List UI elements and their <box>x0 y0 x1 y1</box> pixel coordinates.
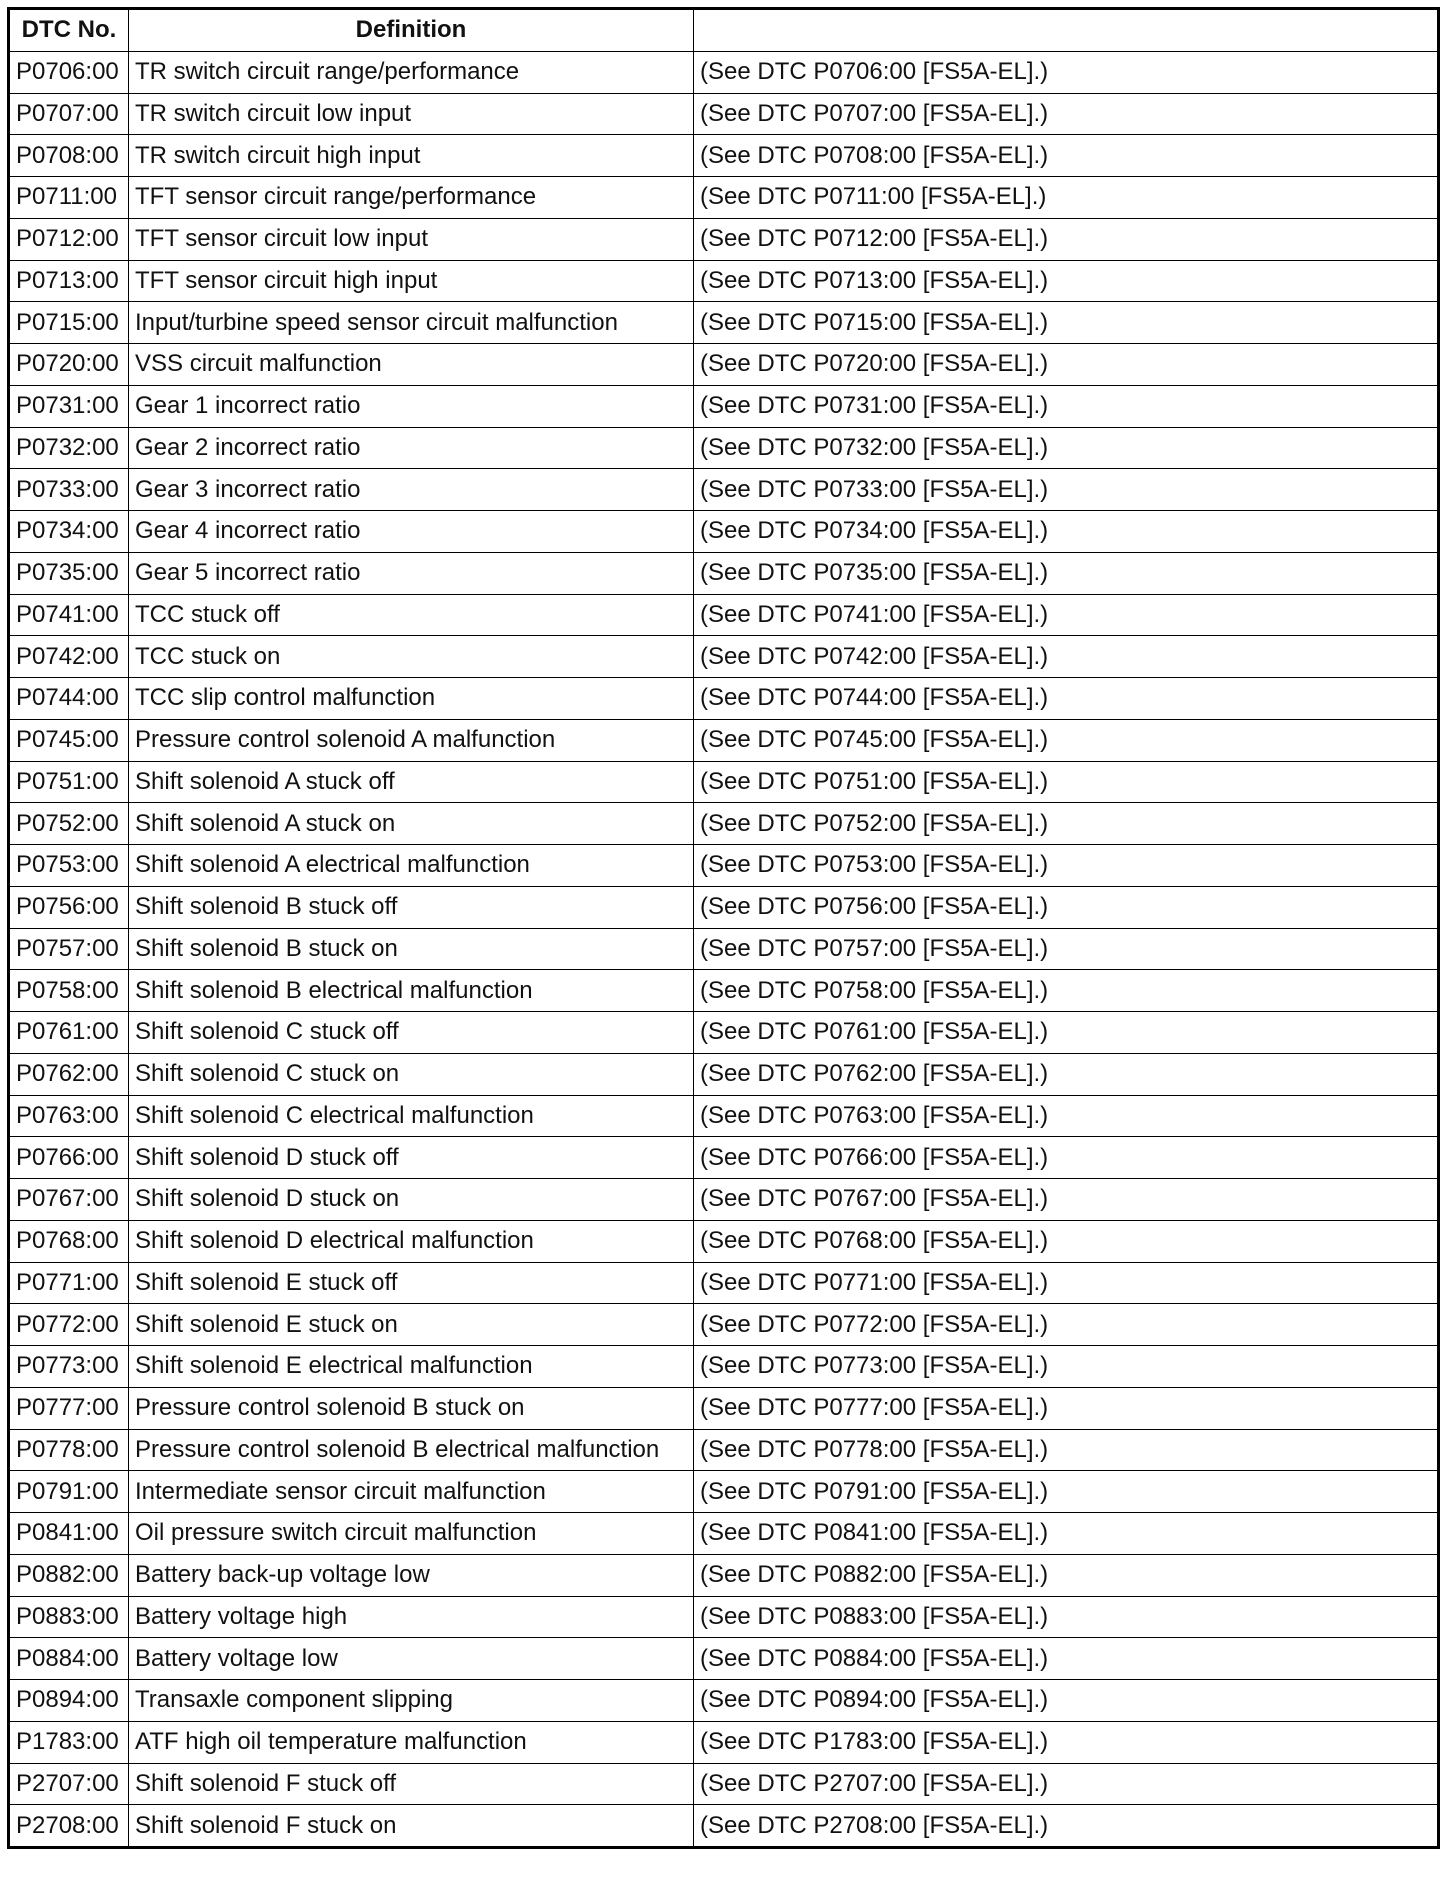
definition-cell: Battery back-up voltage low <box>129 1554 694 1596</box>
table-row <box>9 1805 1439 1848</box>
reference-cell: (See DTC P0841:00 [FS5A-EL].) <box>694 1513 1439 1555</box>
table-row <box>9 678 1439 720</box>
definition-cell: Shift solenoid E stuck off <box>129 1262 694 1304</box>
dtc-code-cell: P2708:00 <box>9 1805 129 1848</box>
table-row <box>9 177 1439 219</box>
table-row <box>9 928 1439 970</box>
table-row <box>9 1304 1439 1346</box>
dtc-code-cell: P0768:00 <box>9 1220 129 1262</box>
dtc-code-cell: P0773:00 <box>9 1346 129 1388</box>
table-row <box>9 93 1439 135</box>
header-definition: Definition <box>129 9 694 52</box>
table-row <box>9 594 1439 636</box>
reference-cell: (See DTC P0773:00 [FS5A-EL].) <box>694 1346 1439 1388</box>
table-row <box>9 1471 1439 1513</box>
reference-cell: (See DTC P1783:00 [FS5A-EL].) <box>694 1721 1439 1763</box>
table-row <box>9 511 1439 553</box>
definition-cell: Gear 4 incorrect ratio <box>129 511 694 553</box>
reference-cell: (See DTC P0731:00 [FS5A-EL].) <box>694 385 1439 427</box>
table-row <box>9 385 1439 427</box>
dtc-code-cell: P0706:00 <box>9 51 129 93</box>
definition-cell: Pressure control solenoid A malfunction <box>129 719 694 761</box>
dtc-code-cell: P0791:00 <box>9 1471 129 1513</box>
dtc-code-cell: P0841:00 <box>9 1513 129 1555</box>
dtc-table <box>7 7 1440 1849</box>
reference-cell: (See DTC P0883:00 [FS5A-EL].) <box>694 1596 1439 1638</box>
reference-cell: (See DTC P0712:00 [FS5A-EL].) <box>694 218 1439 260</box>
definition-cell: Transaxle component slipping <box>129 1680 694 1722</box>
definition-cell: Shift solenoid C stuck on <box>129 1053 694 1095</box>
reference-cell: (See DTC P0741:00 [FS5A-EL].) <box>694 594 1439 636</box>
table-row <box>9 1554 1439 1596</box>
definition-cell: Intermediate sensor circuit malfunction <box>129 1471 694 1513</box>
reference-cell: (See DTC P0744:00 [FS5A-EL].) <box>694 678 1439 720</box>
definition-cell: VSS circuit malfunction <box>129 344 694 386</box>
header-dtc-no: DTC No. <box>9 9 129 52</box>
dtc-code-cell: P0741:00 <box>9 594 129 636</box>
definition-cell: TR switch circuit high input <box>129 135 694 177</box>
table-row <box>9 1513 1439 1555</box>
dtc-code-cell: P1783:00 <box>9 1721 129 1763</box>
table-row <box>9 1012 1439 1054</box>
dtc-code-cell: P0715:00 <box>9 302 129 344</box>
reference-cell: (See DTC P0735:00 [FS5A-EL].) <box>694 552 1439 594</box>
table-row <box>9 1429 1439 1471</box>
dtc-code-cell: P0756:00 <box>9 886 129 928</box>
reference-cell: (See DTC P0742:00 [FS5A-EL].) <box>694 636 1439 678</box>
definition-cell: Shift solenoid B stuck off <box>129 886 694 928</box>
reference-cell: (See DTC P0768:00 [FS5A-EL].) <box>694 1220 1439 1262</box>
definition-cell: Shift solenoid D stuck off <box>129 1137 694 1179</box>
dtc-code-cell: P0711:00 <box>9 177 129 219</box>
reference-cell: (See DTC P0708:00 [FS5A-EL].) <box>694 135 1439 177</box>
reference-cell: (See DTC P0706:00 [FS5A-EL].) <box>694 51 1439 93</box>
table-row <box>9 1179 1439 1221</box>
definition-cell: Shift solenoid A stuck on <box>129 803 694 845</box>
dtc-code-cell: P0735:00 <box>9 552 129 594</box>
dtc-code-cell: P0778:00 <box>9 1429 129 1471</box>
definition-cell: ATF high oil temperature malfunction <box>129 1721 694 1763</box>
definition-cell: Shift solenoid C stuck off <box>129 1012 694 1054</box>
table-row <box>9 1721 1439 1763</box>
table-row <box>9 761 1439 803</box>
definition-cell: Battery voltage low <box>129 1638 694 1680</box>
reference-cell: (See DTC P0763:00 [FS5A-EL].) <box>694 1095 1439 1137</box>
header-row <box>9 9 1439 52</box>
definition-cell: Gear 5 incorrect ratio <box>129 552 694 594</box>
definition-cell: Shift solenoid E electrical malfunction <box>129 1346 694 1388</box>
table-row <box>9 427 1439 469</box>
definition-cell: TCC slip control malfunction <box>129 678 694 720</box>
dtc-code-cell: P0734:00 <box>9 511 129 553</box>
dtc-code-cell: P0732:00 <box>9 427 129 469</box>
dtc-code-cell: P0712:00 <box>9 218 129 260</box>
reference-cell: (See DTC P0734:00 [FS5A-EL].) <box>694 511 1439 553</box>
definition-cell: Gear 2 incorrect ratio <box>129 427 694 469</box>
dtc-code-cell: P0761:00 <box>9 1012 129 1054</box>
table-row <box>9 260 1439 302</box>
table-row <box>9 552 1439 594</box>
reference-cell: (See DTC P0732:00 [FS5A-EL].) <box>694 427 1439 469</box>
definition-cell: Shift solenoid E stuck on <box>129 1304 694 1346</box>
table-row <box>9 218 1439 260</box>
reference-cell: (See DTC P0751:00 [FS5A-EL].) <box>694 761 1439 803</box>
table-row <box>9 970 1439 1012</box>
definition-cell: TR switch circuit low input <box>129 93 694 135</box>
reference-cell: (See DTC P0756:00 [FS5A-EL].) <box>694 886 1439 928</box>
table-row <box>9 1137 1439 1179</box>
dtc-code-cell: P2707:00 <box>9 1763 129 1805</box>
dtc-code-cell: P0777:00 <box>9 1387 129 1429</box>
table-row <box>9 344 1439 386</box>
table-row <box>9 1053 1439 1095</box>
table-row <box>9 845 1439 887</box>
reference-cell: (See DTC P0707:00 [FS5A-EL].) <box>694 93 1439 135</box>
reference-cell: (See DTC P0745:00 [FS5A-EL].) <box>694 719 1439 761</box>
definition-cell: TCC stuck off <box>129 594 694 636</box>
dtc-code-cell: P0882:00 <box>9 1554 129 1596</box>
dtc-code-cell: P0894:00 <box>9 1680 129 1722</box>
table-row <box>9 469 1439 511</box>
definition-cell: Shift solenoid A stuck off <box>129 761 694 803</box>
reference-cell: (See DTC P2707:00 [FS5A-EL].) <box>694 1763 1439 1805</box>
table-row <box>9 719 1439 761</box>
reference-cell: (See DTC P0720:00 [FS5A-EL].) <box>694 344 1439 386</box>
reference-cell: (See DTC P0791:00 [FS5A-EL].) <box>694 1471 1439 1513</box>
dtc-code-cell: P0713:00 <box>9 260 129 302</box>
reference-cell: (See DTC P0771:00 [FS5A-EL].) <box>694 1262 1439 1304</box>
definition-cell: Shift solenoid C electrical malfunction <box>129 1095 694 1137</box>
table-row <box>9 1262 1439 1304</box>
reference-cell: (See DTC P0777:00 [FS5A-EL].) <box>694 1387 1439 1429</box>
definition-cell: Pressure control solenoid B electrical malfunction <box>129 1429 694 1471</box>
dtc-code-cell: P0745:00 <box>9 719 129 761</box>
reference-cell: (See DTC P0753:00 [FS5A-EL].) <box>694 845 1439 887</box>
definition-cell: Shift solenoid B electrical malfunction <box>129 970 694 1012</box>
dtc-code-cell: P0883:00 <box>9 1596 129 1638</box>
definition-cell: TR switch circuit range/performance <box>129 51 694 93</box>
reference-cell: (See DTC P0894:00 [FS5A-EL].) <box>694 1680 1439 1722</box>
table-row <box>9 1346 1439 1388</box>
reference-cell: (See DTC P0882:00 [FS5A-EL].) <box>694 1554 1439 1596</box>
reference-cell: (See DTC P0772:00 [FS5A-EL].) <box>694 1304 1439 1346</box>
dtc-code-cell: P0733:00 <box>9 469 129 511</box>
dtc-code-cell: P0884:00 <box>9 1638 129 1680</box>
dtc-code-cell: P0707:00 <box>9 93 129 135</box>
header-reference <box>694 9 1439 52</box>
table-row <box>9 51 1439 93</box>
dtc-code-cell: P0758:00 <box>9 970 129 1012</box>
definition-cell: Pressure control solenoid B stuck on <box>129 1387 694 1429</box>
reference-cell: (See DTC P0757:00 [FS5A-EL].) <box>694 928 1439 970</box>
definition-cell: Shift solenoid F stuck off <box>129 1763 694 1805</box>
dtc-code-cell: P0763:00 <box>9 1095 129 1137</box>
table-row <box>9 636 1439 678</box>
table-header <box>9 9 1439 52</box>
table-row <box>9 1680 1439 1722</box>
reference-cell: (See DTC P0733:00 [FS5A-EL].) <box>694 469 1439 511</box>
dtc-code-cell: P0753:00 <box>9 845 129 887</box>
reference-cell: (See DTC P2708:00 [FS5A-EL].) <box>694 1805 1439 1848</box>
dtc-code-cell: P0744:00 <box>9 678 129 720</box>
table-row <box>9 1387 1439 1429</box>
definition-cell: Shift solenoid B stuck on <box>129 928 694 970</box>
table-row <box>9 1095 1439 1137</box>
table-row <box>9 1763 1439 1805</box>
table-row <box>9 302 1439 344</box>
dtc-code-cell: P0752:00 <box>9 803 129 845</box>
definition-cell: Battery voltage high <box>129 1596 694 1638</box>
reference-cell: (See DTC P0884:00 [FS5A-EL].) <box>694 1638 1439 1680</box>
dtc-code-cell: P0751:00 <box>9 761 129 803</box>
dtc-code-cell: P0731:00 <box>9 385 129 427</box>
table-row <box>9 135 1439 177</box>
table-body <box>9 51 1439 1847</box>
reference-cell: (See DTC P0711:00 [FS5A-EL].) <box>694 177 1439 219</box>
definition-cell: TFT sensor circuit low input <box>129 218 694 260</box>
table-row <box>9 1596 1439 1638</box>
table-row <box>9 1638 1439 1680</box>
dtc-document <box>7 7 1440 1849</box>
definition-cell: Shift solenoid D electrical malfunction <box>129 1220 694 1262</box>
dtc-code-cell: P0762:00 <box>9 1053 129 1095</box>
dtc-code-cell: P0708:00 <box>9 135 129 177</box>
definition-cell: Gear 3 incorrect ratio <box>129 469 694 511</box>
reference-cell: (See DTC P0767:00 [FS5A-EL].) <box>694 1179 1439 1221</box>
definition-cell: Oil pressure switch circuit malfunction <box>129 1513 694 1555</box>
definition-cell: TFT sensor circuit range/performance <box>129 177 694 219</box>
reference-cell: (See DTC P0758:00 [FS5A-EL].) <box>694 970 1439 1012</box>
definition-cell: Input/turbine speed sensor circuit malfunction <box>129 302 694 344</box>
definition-cell: Gear 1 incorrect ratio <box>129 385 694 427</box>
reference-cell: (See DTC P0713:00 [FS5A-EL].) <box>694 260 1439 302</box>
definition-cell: TFT sensor circuit high input <box>129 260 694 302</box>
reference-cell: (See DTC P0766:00 [FS5A-EL].) <box>694 1137 1439 1179</box>
definition-cell: TCC stuck on <box>129 636 694 678</box>
table-row <box>9 886 1439 928</box>
reference-cell: (See DTC P0715:00 [FS5A-EL].) <box>694 302 1439 344</box>
table-row <box>9 803 1439 845</box>
reference-cell: (See DTC P0762:00 [FS5A-EL].) <box>694 1053 1439 1095</box>
definition-cell: Shift solenoid D stuck on <box>129 1179 694 1221</box>
dtc-code-cell: P0771:00 <box>9 1262 129 1304</box>
reference-cell: (See DTC P0761:00 [FS5A-EL].) <box>694 1012 1439 1054</box>
table-row <box>9 1220 1439 1262</box>
dtc-code-cell: P0772:00 <box>9 1304 129 1346</box>
reference-cell: (See DTC P0778:00 [FS5A-EL].) <box>694 1429 1439 1471</box>
definition-cell: Shift solenoid A electrical malfunction <box>129 845 694 887</box>
dtc-code-cell: P0757:00 <box>9 928 129 970</box>
dtc-code-cell: P0720:00 <box>9 344 129 386</box>
reference-cell: (See DTC P0752:00 [FS5A-EL].) <box>694 803 1439 845</box>
definition-cell: Shift solenoid F stuck on <box>129 1805 694 1848</box>
dtc-code-cell: P0767:00 <box>9 1179 129 1221</box>
dtc-code-cell: P0766:00 <box>9 1137 129 1179</box>
dtc-code-cell: P0742:00 <box>9 636 129 678</box>
